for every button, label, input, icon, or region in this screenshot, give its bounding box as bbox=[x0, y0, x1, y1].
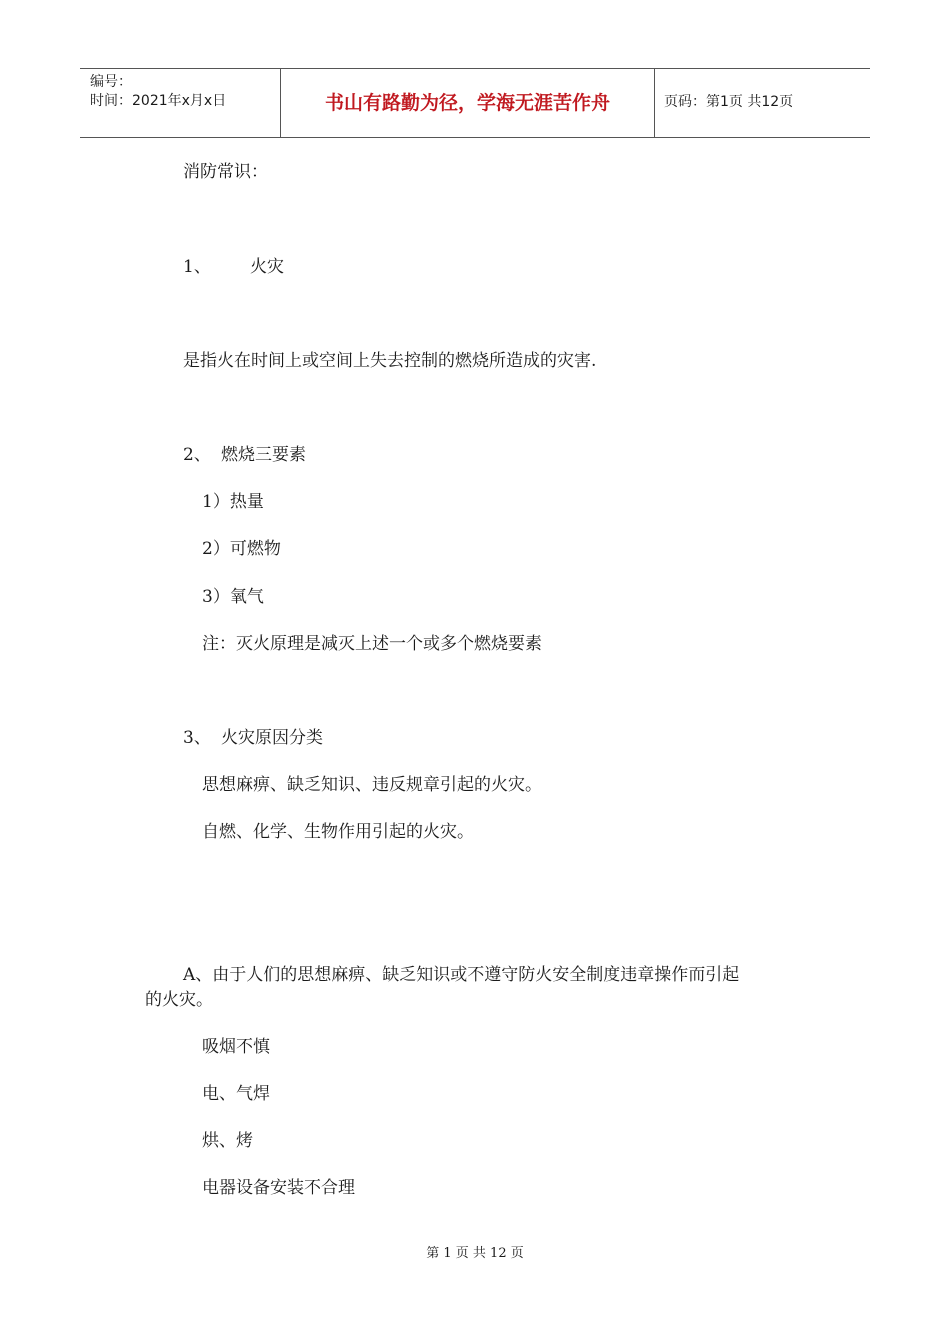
list-item: 吸烟不慎 bbox=[202, 1037, 270, 1057]
header-right-cell bbox=[654, 69, 870, 137]
list-item: 3）氧气 bbox=[202, 587, 264, 607]
page-info: 页码：第1页 共12页 bbox=[664, 94, 794, 110]
code-label: 编号： bbox=[90, 74, 132, 90]
motto-text: 书山有路勤为径，学海无涯苦作舟 bbox=[324, 92, 610, 114]
list-item: 思想麻痹、缺乏知识、违反规章引起的火灾。 bbox=[202, 775, 542, 795]
time-label: 时间：2021年x月x日 bbox=[90, 93, 227, 109]
section-2-title: 燃烧三要素 bbox=[221, 445, 306, 465]
list-item: 自燃、化学、生物作用引起的火灾。 bbox=[202, 822, 474, 842]
section-1-heading bbox=[183, 255, 284, 279]
section-2-number: 2、 bbox=[183, 445, 211, 465]
section-2-heading bbox=[183, 443, 306, 467]
header-left-cell bbox=[80, 69, 280, 137]
section-3-heading bbox=[183, 726, 323, 750]
paragraph-a-line-1: A、由于人们的思想麻痹、缺乏知识或不遵守防火安全制度违章操作而引起 bbox=[183, 965, 740, 985]
header-motto-cell bbox=[280, 69, 655, 137]
section-1-title: 火灾 bbox=[250, 257, 284, 277]
section-1-number: 1、 bbox=[183, 257, 211, 277]
section-3-title: 火灾原因分类 bbox=[221, 728, 323, 748]
list-item: 电、气焊 bbox=[202, 1084, 270, 1104]
list-item: 电器设备安装不合理 bbox=[202, 1178, 355, 1198]
list-item: 2）可燃物 bbox=[202, 539, 281, 559]
page-footer: 第 1 页 共 12 页 bbox=[426, 1246, 524, 1261]
section-2-note: 注：灭火原理是减灭上述一个或多个燃烧要素 bbox=[202, 634, 542, 654]
section-1-definition: 是指火在时间上或空间上失去控制的燃烧所造成的灾害. bbox=[183, 351, 597, 371]
section-3-number: 3、 bbox=[183, 728, 211, 748]
page-title: 消防常识： bbox=[183, 162, 268, 182]
document-header bbox=[80, 68, 870, 138]
list-item: 1）热量 bbox=[202, 492, 264, 512]
paragraph-a-line-2: 的火灾。 bbox=[145, 990, 213, 1010]
list-item: 烘、烤 bbox=[202, 1131, 253, 1151]
